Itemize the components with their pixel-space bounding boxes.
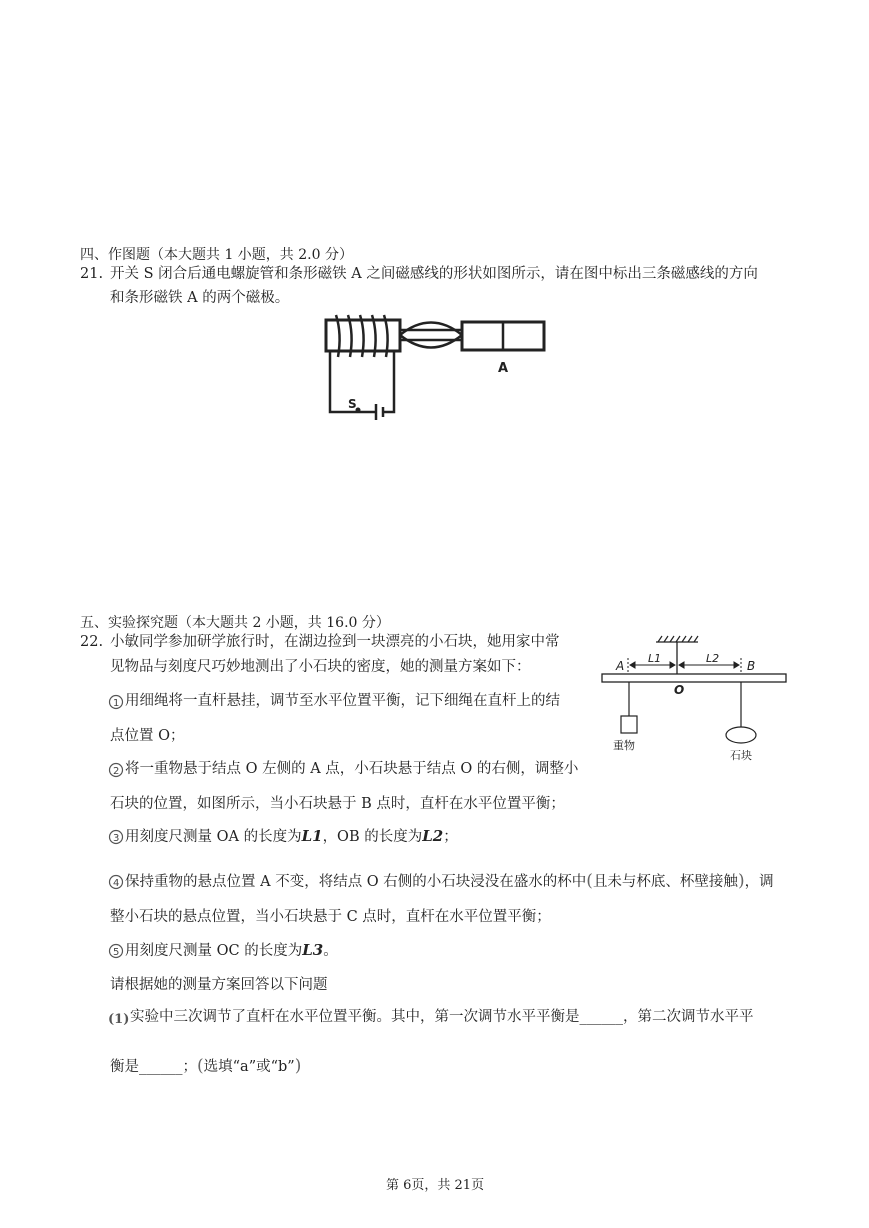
l2-label: L2 bbox=[706, 652, 720, 665]
sub-question-1-line-2: 衡是______；(选填“a”或“b”) bbox=[110, 1056, 302, 1076]
step-1-line-2: 点位置 O； bbox=[110, 728, 185, 744]
solenoid-magnet-figure bbox=[318, 312, 553, 420]
lever-figure bbox=[598, 632, 792, 767]
weight-block bbox=[621, 716, 637, 733]
sub-question-1-hint: 选填“a”或“b” bbox=[203, 1059, 295, 1075]
question-21-line-2: 和条形磁铁 A 的两个磁极。 bbox=[110, 290, 290, 306]
section-5-title: 五、实验探究题（本大题共 2 小题，共 16.0 分） bbox=[80, 615, 390, 631]
question-21-number: 21. bbox=[80, 266, 104, 282]
step-2-line-2: 石块的位置，如图所示，当小石块悬于 B 点时，直杆在水平位置平衡； bbox=[110, 796, 565, 812]
answer-prompt: 请根据她的测量方案回答以下问题 bbox=[110, 977, 328, 993]
section-4-title: 四、作图题（本大题共 1 小题，共 2.0 分） bbox=[80, 247, 353, 263]
l1-label: L1 bbox=[648, 652, 662, 665]
ceiling-support bbox=[656, 636, 698, 642]
svg-text:3: 3 bbox=[113, 833, 120, 844]
step-3-mid: ，OB 的长度为 bbox=[322, 829, 423, 845]
step-5-post: 。 bbox=[323, 943, 338, 959]
circled-2-icon bbox=[108, 762, 124, 778]
circled-4-icon bbox=[108, 874, 124, 890]
circled-5-icon bbox=[108, 943, 124, 959]
weight-label: 重物 bbox=[613, 739, 635, 752]
point-o-label: O bbox=[674, 683, 685, 697]
page-footer: 第 6页，共 21页 bbox=[386, 1178, 485, 1193]
question-21-line-1: 开关 S 闭合后通电螺旋管和条形磁铁 A 之间磁感线的形状如图所示，请在图中标出三条磁感线的方向 bbox=[110, 266, 758, 282]
field-lines bbox=[400, 323, 462, 348]
step-4-line-2: 整小石块的悬点位置，当小石块悬于 C 点时，直杆在水平位置平衡； bbox=[110, 909, 551, 925]
circled-1-icon bbox=[108, 694, 124, 710]
magnet-label: A bbox=[498, 361, 509, 376]
sub-question-marker: (1) bbox=[108, 1012, 130, 1027]
stone-label: 石块 bbox=[730, 749, 752, 762]
step-5-pre: 用刻度尺测量 OC 的长度为 bbox=[125, 943, 303, 959]
step-3-pre: 用刻度尺测量 OA 的长度为 bbox=[125, 829, 302, 845]
step-2-line-1: 将一重物悬于结点 O 左侧的 A 点，小石块悬于结点 O 的右侧，调整小 bbox=[125, 761, 579, 777]
question-22-number: 22. bbox=[80, 634, 104, 650]
step-3-post: ； bbox=[443, 829, 458, 845]
question-22-line-1: 小敏同学参加研学旅行时，在湖边捡到一块漂亮的小石块，她用家中常 bbox=[110, 634, 560, 650]
step-4-part-1: 保持重物的悬点位置 A 不变，将结点 O 右侧的小石块浸没在盛水的杯中 bbox=[125, 874, 587, 890]
stone bbox=[726, 727, 756, 743]
circuit-wires bbox=[330, 351, 394, 420]
step-3-text bbox=[125, 825, 458, 848]
sub-question-1-blank: 衡是______； bbox=[110, 1059, 197, 1075]
step-4-part-2: 且未与杯底、杯壁接触 bbox=[592, 874, 738, 890]
math-l2: L2 bbox=[422, 827, 444, 845]
svg-text:2: 2 bbox=[113, 766, 120, 777]
step-4-part-3: ，调 bbox=[744, 874, 774, 890]
svg-text:1: 1 bbox=[113, 698, 120, 709]
dimension-lines bbox=[628, 658, 741, 672]
step-5-text bbox=[125, 939, 338, 962]
lever-bar bbox=[602, 674, 786, 682]
sub-question-1-line-1: 实验中三次调节了直杆在水平位置平衡。其中，第一次调节水平平衡是______，第二次调节水平平 bbox=[130, 1009, 754, 1025]
svg-text:4: 4 bbox=[113, 878, 120, 889]
step-4-line-1: 保持重物的悬点位置 A 不变，将结点 O 右侧的小石块浸没在盛水的杯中(且未与杯底、杯壁接触)，调 bbox=[125, 871, 774, 891]
point-a-label: A bbox=[616, 659, 625, 673]
step-1-line-1: 用细绳将一直杆悬挂，调节至水平位置平衡，记下细绳在直杆上的结 bbox=[125, 693, 560, 709]
circled-3-icon bbox=[108, 829, 124, 845]
math-l1: L1 bbox=[301, 827, 323, 845]
switch-label: S bbox=[348, 397, 357, 411]
svg-text:5: 5 bbox=[113, 947, 120, 958]
point-b-label: B bbox=[747, 659, 756, 673]
math-l3: L3 bbox=[302, 941, 324, 959]
question-22-line-2: 见物品与刻度尺巧妙地测出了小石块的密度，她的测量方案如下： bbox=[110, 659, 531, 675]
